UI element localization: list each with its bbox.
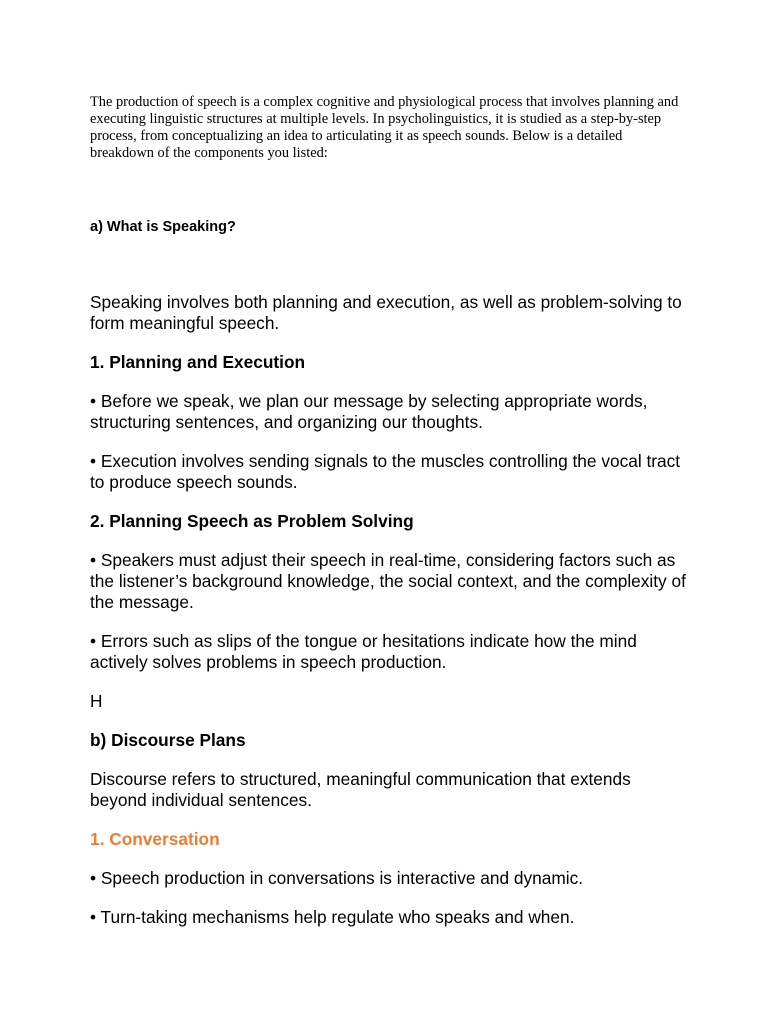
section-a-sub2-heading: 2. Planning Speech as Problem Solving [90,511,414,531]
section-a-sub1-heading: 1. Planning and Execution [90,352,306,372]
section-b-heading: b) Discourse Plans [90,730,246,750]
section-b-sub1-bullet: • Speech production in conversations is interactive and dynamic. [90,868,584,888]
section-a-sub1-bullet: • Before we speak, we plan our message by selecting appropriate words, structuring sentences, and organizing our thoughts. [90,391,648,432]
section-b-sub1-bullet: • Turn-taking mechanisms help regulate who speaks and when. [90,907,575,927]
document-body [90,219,690,928]
section-a-sub2-bullet: • Errors such as slips of the tongue or hesitations indicate how the mind actively solves problems in speech production. [90,631,637,672]
section-b-paragraph: Discourse refers to structured, meaningful communication that extends beyond individual sentences. [90,769,631,810]
section-a-heading: a) What is Speaking? [90,219,236,235]
section-a-paragraph: Speaking involves both planning and execution, as well as problem-solving to form meaningful speech. [90,292,682,333]
section-a-sub1-bullet: • Execution involves sending signals to the muscles controlling the vocal tract to produce speech sounds. [90,451,681,492]
stray-text: H [90,691,103,711]
section-a-sub2-bullet: • Speakers must adjust their speech in real-time, considering factors such as the listener’s background knowledge, the social context, and the complexity of the message. [90,550,686,612]
intro-paragraph: The production of speech is a complex cognitive and physiological process that involves planning and executing linguistic structures at multiple levels. In psycholinguistics, it is studied as a step-by-step process, from conceptualizing an idea to articulating it as speech sounds. Below is a detailed breakdown of the components you listed: [90,94,679,161]
section-b-sub1-heading: 1. Conversation [90,829,220,849]
